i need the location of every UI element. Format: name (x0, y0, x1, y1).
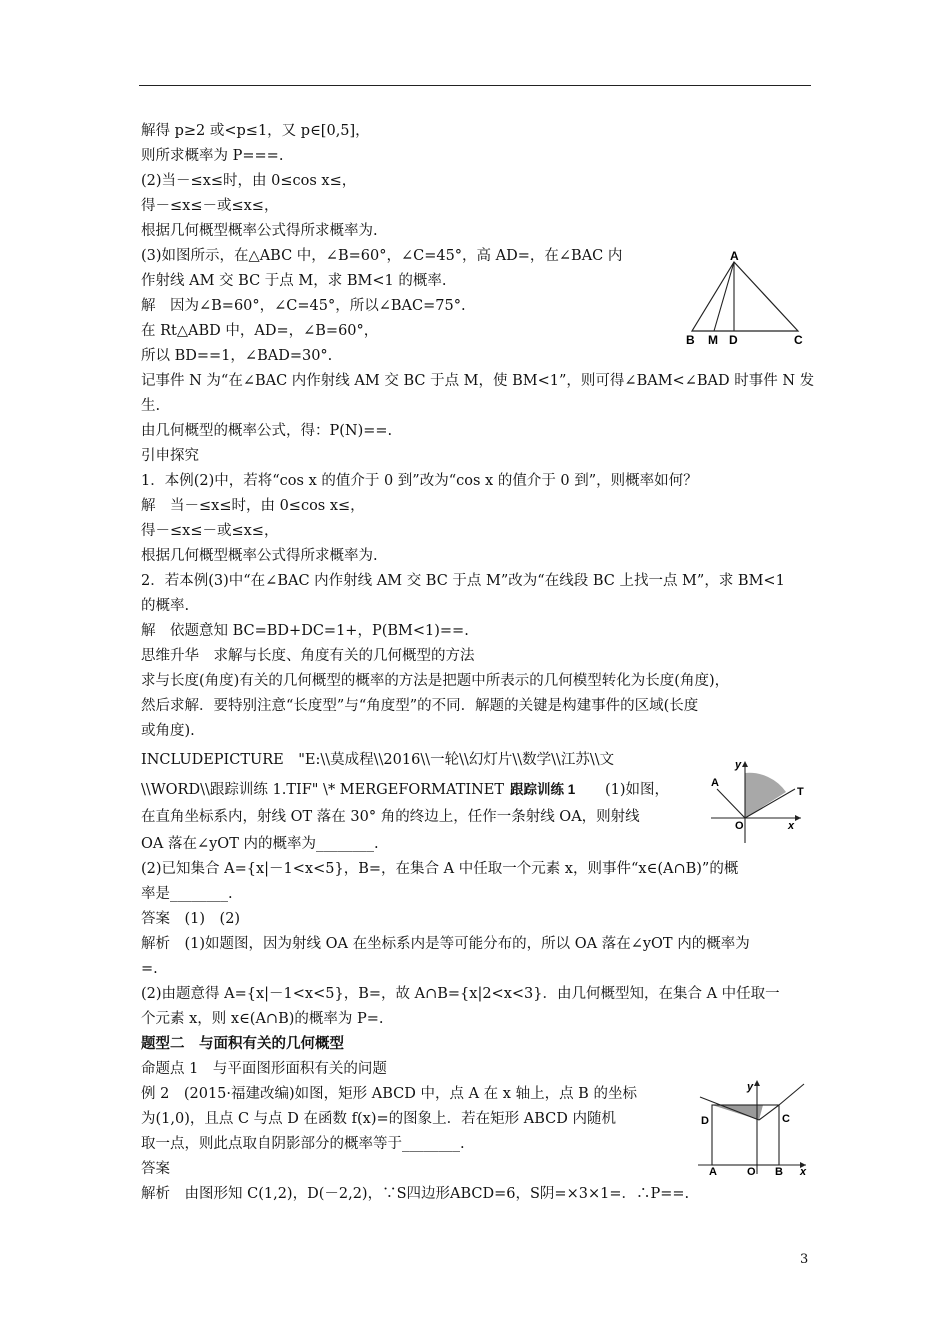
text-line: 作射线 AM 交 BC 于点 M，求 BM<1 的概率. (141, 273, 447, 289)
text-line: 则所求概率为 P===. (141, 148, 284, 164)
coordinate-figure (705, 755, 815, 845)
origin-label-O: O (735, 820, 744, 832)
text-line: 命题点 1 与平面图形面积有关的问题 (141, 1061, 387, 1077)
triangle-label-C: C (794, 333, 803, 347)
text-line: 取一点，则此点取自阴影部分的概率等于________. (141, 1136, 465, 1152)
axis-label-y: y (747, 1081, 754, 1093)
text-line: (1)如图， (605, 782, 670, 798)
section-heading: 引申探究 (141, 448, 199, 464)
text-line: OA 落在∠yOT 内的概率为________. (141, 836, 379, 852)
text-line: 然后求解．要特别注意“长度型”与“角度型”的不同．解题的关键是构建事件的区域(长度 (141, 698, 699, 714)
text-line: 为(1,0)，且点 C 与点 D 在函数 f(x)=的图象上．若在矩形 ABCD 内随机 (141, 1111, 616, 1127)
text-line: 由几何概型的概率公式，得：P(N)==. (141, 423, 393, 439)
text-line: (2)已知集合 A={x|－1<x<5}，B=，在集合 A 中任取一个元素 x，则事件“x∈(A∩B)”的概 (141, 861, 739, 877)
text-line: 求与长度(角度)有关的几何概型的概率的方法是把题中所表示的几何模型转化为长度(角度)， (141, 673, 730, 689)
text-line: 解析 (1)如题图，因为射线 OA 在坐标系内是等可能分布的，所以 OA 落在∠yOT 内的概率为 (141, 936, 750, 952)
text-line: 在直角坐标系内，射线 OT 落在 30° 角的终边上，任作一条射线 OA，则射线 (141, 809, 640, 825)
track-training-label: 跟踪训练 1 (510, 782, 576, 797)
text-line: 在 Rt△ABD 中，AD=，∠B=60°， (141, 323, 379, 339)
rect-label-A: A (709, 1166, 717, 1176)
text-line: 2．若本例(3)中“在∠BAC 内作射线 AM 交 BC 于点 M”改为“在线段 BC 上找一点 M”，求 BM<1 (141, 573, 785, 589)
text-line: 率是________. (141, 886, 233, 902)
header-rule (139, 85, 811, 86)
text-line: 解得 p≥2 或<p≤1，又 p∈[0,5]， (141, 123, 370, 139)
axis-label-x: x (800, 1166, 807, 1176)
field-code-line: INCLUDEPICTURE "E:\\莫成程\\2016\\一轮\\幻灯片\\数学\\江苏\\文 (141, 752, 615, 768)
rect-label-B: B (775, 1166, 783, 1176)
rectangle-figure (692, 1076, 812, 1176)
axis-label-x: x (788, 820, 795, 832)
text-line: (2)当－≤x≤时，由 0≤cos x≤， (141, 173, 357, 189)
triangle-label-D: D (729, 333, 738, 347)
text-line: 答案 (141, 1161, 170, 1177)
text-line: (2)由题意得 A={x|－1<x<5}，B=，故 A∩B={x|2<x<3}．由几何概型知，在集合 A 中任取一 (141, 986, 780, 1002)
text-line: 思维升华 求解与长度、角度有关的几何概型的方法 (141, 648, 475, 664)
text-line: 个元素 x，则 x∈(A∩B)的概率为 P=. (141, 1011, 384, 1027)
text-line: 的概率. (141, 598, 190, 614)
text-line: 解 当－≤x≤时，由 0≤cos x≤， (141, 498, 365, 514)
triangle-figure (680, 248, 810, 348)
text-line: 生. (141, 398, 161, 414)
ray-label-A: A (711, 777, 719, 789)
ray-label-T: T (797, 786, 804, 798)
text-line: =. (141, 961, 158, 977)
axis-label-y: y (735, 759, 742, 771)
text-line: 答案 (1) (2) (141, 911, 241, 927)
text-line: 得－≤x≤－或≤x≤， (141, 198, 279, 214)
text-line: 解 依题意知 BC=BD+DC=1+，P(BM<1)==. (141, 623, 469, 639)
triangle-label-M: M (708, 333, 718, 347)
text-line: 解析 由图形知 C(1,2)，D(－2,2)，∵S四边形ABCD=6，S阴=×3×1=．∴P==. (141, 1186, 690, 1202)
text-line: 记事件 N 为“在∠BAC 内作射线 AM 交 BC 于点 M，使 BM<1”，则可得∠BAM<∠BAD 时事件 N 发 (141, 373, 815, 389)
text-line: 解 因为∠B=60°，∠C=45°，所以∠BAC=75°. (141, 298, 466, 314)
page-number: 3 (800, 1252, 809, 1267)
text-line: 根据几何概型概率公式得所求概率为. (141, 548, 378, 564)
text-line: (3)如图所示，在△ABC 中，∠B=60°，∠C=45°，高 AD=，在∠BAC 内 (141, 248, 623, 264)
text-line: 例 2 (2015·福建改编)如图，矩形 ABCD 中，点 A 在 x 轴上，点 B 的坐标 (141, 1086, 637, 1102)
text-line: 根据几何概型概率公式得所求概率为. (141, 223, 378, 239)
text-line: 或角度). (141, 723, 195, 739)
triangle-label-B: B (686, 333, 695, 347)
section-heading: 题型二 与面积有关的几何概型 (141, 1035, 344, 1052)
triangle-label-A: A (730, 249, 739, 263)
rect-label-C: C (782, 1113, 790, 1125)
text-line: 所以 BD==1，∠BAD=30°. (141, 348, 333, 364)
rect-label-O: O (747, 1166, 756, 1176)
text-line: 1．本例(2)中，若将“cos x 的值介于 0 到”改为“cos x 的值介于 0 到”，则概率如何？ (141, 473, 698, 489)
text-line: 得－≤x≤－或≤x≤， (141, 523, 279, 539)
field-code-line: \\WORD\\跟踪训练 1.TIF" \* MERGEFORMATINET (141, 782, 505, 798)
rect-label-D: D (701, 1115, 709, 1127)
